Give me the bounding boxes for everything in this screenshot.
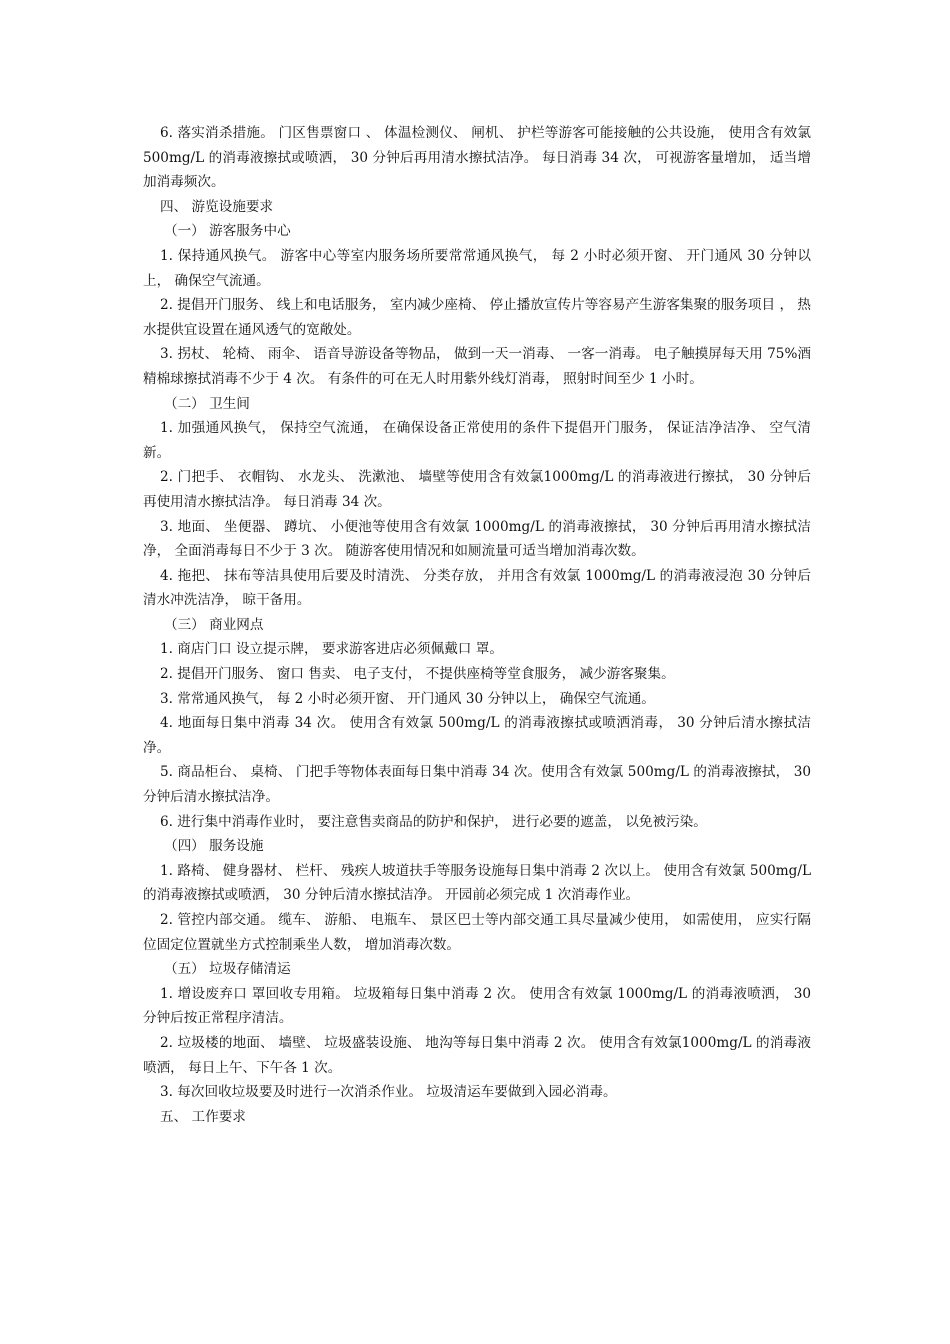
section-heading-4: 四、 游览设施要求 xyxy=(160,198,274,215)
subsection-heading-3: （三） 商业网点 xyxy=(164,616,264,633)
paragraph-s3-6: 6. 进行集中消毒作业时， 要注意售卖商品的防护和保护， 进行必要的遮盖， 以免被污染。 xyxy=(160,813,707,830)
paragraph-s4-2: 2. 管控内部交通。 缆车、 游船、 电瓶车、 景区巴士等内部交通工具尽量减少使用， 如需使用， 应实行隔位固定位置就坐方式控制乘坐人数， 增加消毒次数。 xyxy=(143,912,811,953)
paragraph-s2-3: 3. 地面、 坐便器、 蹲坑、 小便池等使用含有效氯 1000mg/L 的消毒液擦拭， 30 分钟后再用清水擦拭洁净， 全面消毒每日不少于 3 次。 随游客使用情况和如厕流量可适当增加消毒次数。 xyxy=(143,518,811,560)
paragraph-s1-2: 2. 提倡开门服务、 线上和电话服务， 室内减少座椅、 停止播放宣传片等容易产生游客集聚的服务项目 ， 热水提供宜设置在通风透气的宽敞处。 xyxy=(143,297,811,338)
paragraph-s3-2: 2. 提倡开门服务、 窗口 售卖、 电子支付， 不提供座椅等堂食服务， 减少游客聚集。 xyxy=(160,666,675,683)
paragraph-s5-1: 1. 增设废弃口 罩回收专用箱。 垃圾箱每日集中消毒 2 次。 使用含有效氯 1000mg/L 的消毒液喷洒， 30 分钟后按正常程序清洁。 xyxy=(143,985,811,1027)
paragraph-s1-1: 1. 保持通风换气。 游客中心等室内服务场所要常常通风换气， 每 2 小时必须开窗、 开门通风 30 分钟以上， 确保空气流通。 xyxy=(143,247,811,289)
paragraph-s1-3: 3. 拐杖、 轮椅、 雨伞、 语音导游设备等物品， 做到一天一消毒、 一客一消毒。 电子触摸屏每天用 75%酒精棉球擦拭消毒不少于 4 次。 有条件的可在无人时用紫外线灯消毒， 照射时间至少 1 小时。 xyxy=(143,346,811,387)
paragraph-s5-3: 3. 每次回收垃圾要及时进行一次消杀作业。 垃圾清运车要做到入园必消毒。 xyxy=(160,1084,617,1101)
subsection-heading-2: （二） 卫生间 xyxy=(164,395,250,412)
section-heading-5: 五、 工作要求 xyxy=(160,1108,246,1125)
paragraph-s2-1: 1. 加强通风换气， 保持空气流通， 在确保设备正常使用的条件下提倡开门服务， 保证洁净洁净、 空气清新。 xyxy=(143,420,811,461)
subsection-heading-4: （四） 服务设施 xyxy=(164,838,264,855)
paragraph-s2-2: 2. 门把手、 衣帽钩、 水龙头、 洗漱池、 墙壁等使用含有效氯1000mg/L 的消毒液进行擦拭， 30 分钟后再使用清水擦拭洁净。 每日消毒 34 次。 xyxy=(143,469,811,510)
paragraph-s3-1: 1. 商店门口 设立提示牌， 要求游客进店必须佩戴口 罩。 xyxy=(160,641,503,658)
paragraph-s4-1: 1. 路椅、 健身器材、 栏杆、 残疾人坡道扶手等服务设施每日集中消毒 2 次以上。 使用含有效氯 500mg/L 的消毒液擦拭或喷洒， 30 分钟后清水擦拭洁净。 开园前必须完成 1 次消毒作业。 xyxy=(143,862,811,904)
paragraph-s5-2: 2. 垃圾楼的地面、 墙壁、 垃圾盛装设施、 地沟等每日集中消毒 2 次。 使用含有效氯1000mg/L 的消毒液喷洒， 每日上午、下午各 1 次。 xyxy=(143,1034,811,1076)
paragraph-s3-4: 4. 地面每日集中消毒 34 次。 使用含有效氯 500mg/L 的消毒液擦拭或喷洒消毒， 30 分钟后清水擦拭洁净。 xyxy=(143,715,811,756)
paragraph-s2-4: 4. 拖把、 抹布等洁具使用后要及时清洗、 分类存放， 并用含有效氯 1000mg/L 的消毒液浸泡 30 分钟后清水冲洗洁净， 晾干备用。 xyxy=(143,567,811,609)
document-page xyxy=(143,121,811,1129)
paragraph-s3-5: 5. 商品柜台、 桌椅、 门把手等物体表面每日集中消毒 34 次。使用含有效氯 500mg/L 的消毒液擦拭， 30 分钟后清水擦拭洁净。 xyxy=(143,764,811,806)
paragraph-s3-3: 3. 常常通风换气， 每 2 小时必须开窗、 开门通风 30 分钟以上， 确保空气流通。 xyxy=(160,690,655,707)
subsection-heading-5: （五） 垃圾存储清运 xyxy=(164,961,291,978)
paragraph-item-6: 6. 落实消杀措施。 门区售票窗口 、 体温检测仪、 闸机、 护栏等游客可能接触的公共设施， 使用含有效氯 500mg/L 的消毒液擦拭或喷洒， 30 分钟后再用清水擦拭洁净。 每日消毒 34 次， 可视游客量增加， 适当增加消毒频次。 xyxy=(143,125,811,191)
subsection-heading-1: （一） 游客服务中心 xyxy=(164,223,291,240)
